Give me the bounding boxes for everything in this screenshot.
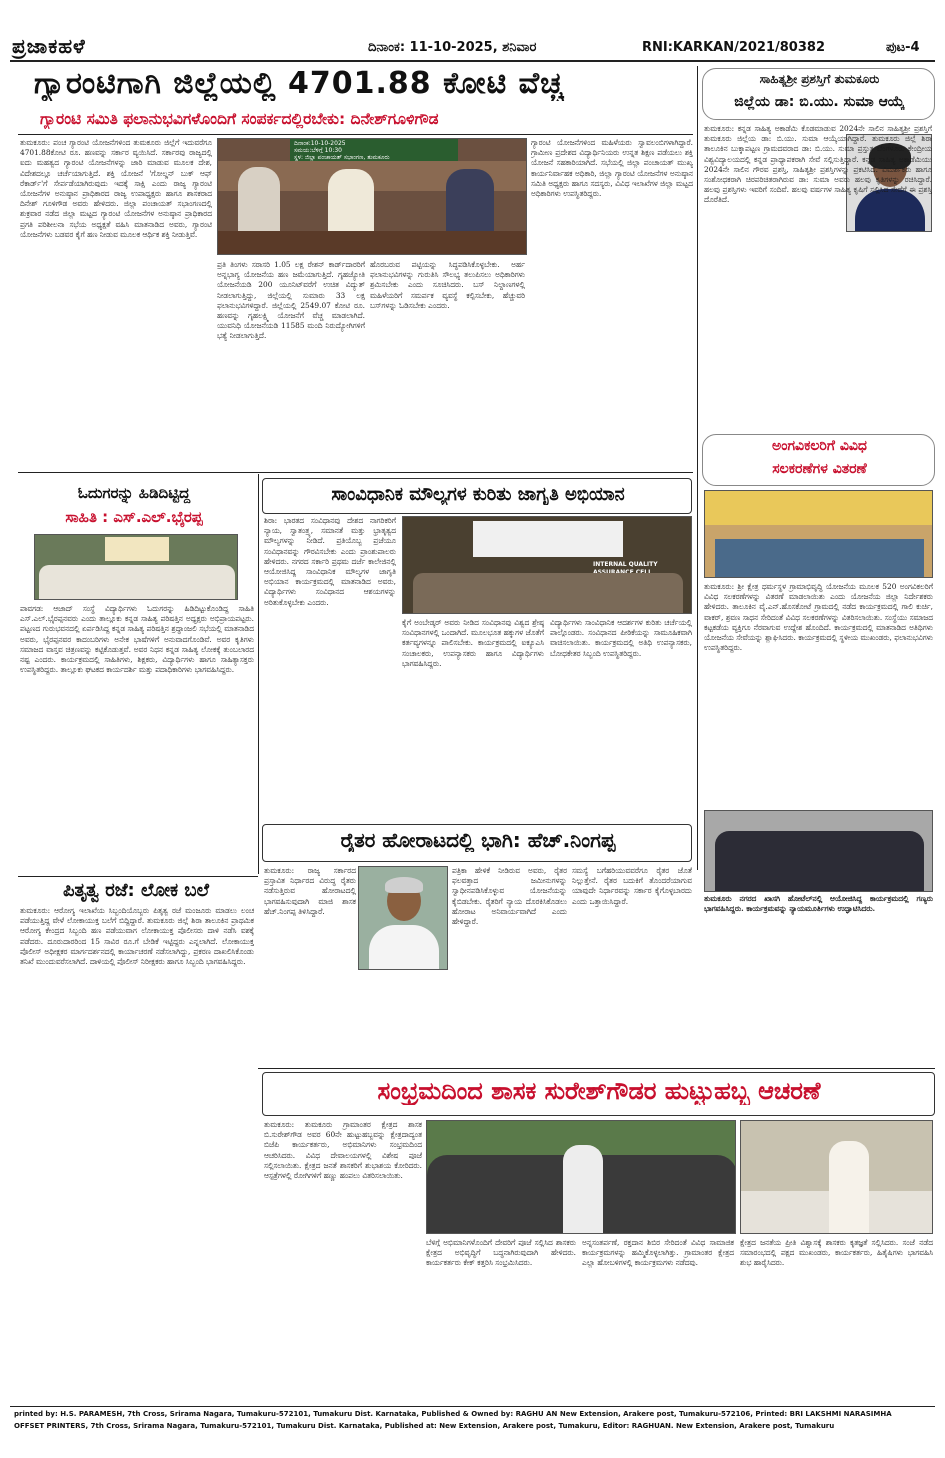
date-line: ದಿನಾಂಕ: 11-10-2025, ಶನಿವಾರ — [368, 40, 537, 55]
stage-banner — [290, 139, 458, 161]
disabled-aids-headline-line-2: ಸಲಕರಣೆಗಳ ವಿತರಣೆ — [772, 461, 867, 477]
sumaa-headline-line-2: ಜಿಲ್ಲೆಯ ಡಾ: ಬಿ.ಯು. ಸುಮಾ ಆಯ್ಕೆ — [734, 94, 905, 110]
paternity-leave-headline: ಪಿತೃತ್ವ ರಜೆ: ಲೋಕ ಬಲೆ — [62, 880, 209, 901]
lead-sub-rule — [18, 134, 693, 135]
tribute-banner — [105, 537, 169, 561]
lead-subheadline: ಗ್ಯಾರಂಟಿ ಸಮಿತಿ ಫಲಾನುಭವಿಗಳೊಂದಿಗೆ ಸಂಪರ್ಕದಲ್ಲಿರಬೇಕು: ದಿನೇಶ್‌ಗೂಳಿಗೌಡ — [40, 110, 439, 128]
birthday-headline: ಸಂಭ್ರಮದಿಂದ ಶಾಸಕ ಸುರೇಶ್‌ಗೌಡರ ಹುಟ್ಟುಹಬ್ಬ ಆಚರಣೆ — [377, 1077, 821, 1105]
ningappa-shirt — [369, 925, 439, 970]
imprint-line-2: OFFSET PRINTERS, 7th Cross, Srirama Nagara, Tumakuru-572101, Tumakuru Dist. Karnataka, Published at: New Extension, Arakere post, Tumakuru, Editor: RAGHUAN. New Extension, Arakere post, Tumakuru — [14, 1422, 835, 1430]
lead-bottom-rule — [18, 472, 693, 473]
iqac-banner-text: INTERNAL QUALITY — [593, 561, 658, 568]
program-banner — [473, 521, 623, 557]
dignitaries-group — [715, 831, 924, 892]
birthday-col-1: ತುಮಕೂರು: ತುಮಕೂರು ಗ್ರಾಮಾಂತರ ಕ್ಷೇತ್ರದ ಶಾಸಕ ಬಿ.ಸುರೇಶ್‌ಗೌಡ ಅವರ 60ನೇ ಹುಟ್ಟುಹಬ್ಬವನ್ನು ಕ್ಷೇತ್ರದಾದ್ಯಂತ ಬಿಜೆಪಿ ಕಾರ್ಯಕರ್ತರು, ಅಭಿಮಾನಿಗಳು ಸಂಭ್ರಮದಿಂದ ಆಚರಿಸಿದರು. ವಿವಿಧ ದೇವಾಲಯಗಳಲ್ಲಿ ವಿಶೇಷ ಪೂಜೆ ಸಲ್ಲಿಸಲಾಯಿತು. ಕ್ಷೇತ್ರದ ಜನತೆ ಶಾಸಕರಿಗೆ ಶುಭಾಶಯ ಕೋರಿದರು. ಆಸ್ಪತ್ರೆಗಳಲ್ಲಿ ರೋಗಿಗಳಿಗೆ ಹಣ್ಣು ಹಂಪಲು ವಿತರಿಸಲಾಯಿತು. — [264, 1120, 422, 1181]
farmer-headline: ರೈತರ ಹೋರಾಟದಲ್ಲಿ ಭಾಗಿ: ಹೆಚ್.ನಿಂಗಪ್ಪ — [340, 828, 616, 852]
constitution-headline: ಸಾಂವಿಧಾನಿಕ ಮೌಲ್ಯಗಳ ಕುರಿತು ಜಾಗೃತಿ ಅಭಿಯಾನ — [331, 484, 625, 505]
footer-rule — [10, 1406, 935, 1407]
masthead — [0, 0, 945, 66]
left-column-rule — [258, 474, 259, 874]
lead-headline: ಗ್ಯಾರಂಟಿಗಾಗಿ ಜಿಲ್ಲೆಯಲ್ಲಿ 4701.88 ಕೋಟಿ ವೆಚ್ಚ — [34, 66, 565, 101]
dignitaries-caption: ತುಮಕೂರು ನಗರದ ಖಾಸಗಿ ಹೋಟೆಲ್‌ನಲ್ಲಿ ಆಯೋಜಿಸಿದ್ದ ಕಾರ್ಯಕ್ರಮದಲ್ಲಿ ಗಣ್ಯರು ಭಾಗವಹಿಸಿದ್ದರು. ಕಾರ್ಯಕ್ರಮವನ್ನು ನ್ಯಾಯಮೂರ್ತಿಗಳು ಉದ್ಘಾಟಿಸಿದರು. — [704, 894, 933, 914]
bhyrappa-body: ಪಾವಗಡ: ಆಜಾದ್ ಸಂಸ್ಥೆ ವಿದ್ಯಾರ್ಥಿಗಳು ಓದುಗರನ್ನು ಹಿಡಿದಿಟ್ಟುಕೊಂಡಿದ್ದ ಸಾಹಿತಿ ಎಸ್.ಎಲ್.ಭೈರಪ್ಪನವರು ಎಂದು ತಾಲ್ಲೂಕು ಕನ್ನಡ ಸಾಹಿತ್ಯ ಪರಿಷತ್ತಿನ ಅಧ್ಯಕ್ಷರು ಅಭಿಪ್ರಾಯಪಟ್ಟರು. ಪಟ್ಟಣದ ಗುರುಭವನದಲ್ಲಿ ಏರ್ಪಡಿಸಿದ್ದ ಕನ್ನಡ ಸಾಹಿತ್ಯ ಪರಿಷತ್ತಿನ ಶ್ರದ್ಧಾಂಜಲಿ ಸಭೆಯಲ್ಲಿ ಮಾತನಾಡಿದ ಅವರು, ಭೈರಪ್ಪನವರ ಕಾದಂಬರಿಗಳು ಅನೇಕ ಭಾಷೆಗಳಿಗೆ ಅನುವಾದಗೊಂಡಿವೆ. ಅವರ ಕೃತಿಗಳು ಸಮಾಜದ ವಾಸ್ತವ ಚಿತ್ರಣವನ್ನು ಕಟ್ಟಿಕೊಡುತ್ತವೆ. ಅವರ ನಿಧನ ಕನ್ನಡ ಸಾಹಿತ್ಯ ಲೋಕಕ್ಕೆ ತುಂಬಲಾರದ ನಷ್ಟ ಎಂದರು. ಕಾರ್ಯಕ್ರಮದಲ್ಲಿ ಸಾಹಿತಿಗಳು, ಶಿಕ್ಷಕರು, ವಿದ್ಯಾರ್ಥಿಗಳು ಹಾಗೂ ಸಾಹಿತ್ಯಾಸಕ್ತರು ಉಪಸ್ಥಿತರಿದ್ದರು. ತಾಲ್ಲೂಕು ಘಟಕದ ಕಾರ್ಯದರ್ಶಿ ಮತ್ತು ಪದಾಧಿಕಾರಿಗಳು ಭಾಗವಹಿಸಿದ್ದರು. — [20, 604, 254, 675]
sumaa-headline-line-1: ಸಾಹಿತ್ಯಶ್ರೀ ಪ್ರಶಸ್ತಿಗೆ ತುಮಕೂರು — [759, 72, 880, 86]
right-column-rule — [697, 66, 698, 870]
imprint-line-1: printed by: H.S. PARAMESH, 7th Cross, Srirama Nagara, Tumakuru-572101, Tumakuru Dist. Karnataka, Published & Owned by: RAGHU AN New Extension, Arakere post, Tumakuru-572106, Printed: BRI LAKSHMI NARASIMHA — [14, 1410, 892, 1418]
mla-figure — [563, 1145, 603, 1234]
disabled-aids-headline-line-1: ಅಂಗವಿಕಲರಿಗೆ ವಿವಿಧ — [772, 438, 867, 454]
sumaa-body: ತುಮಕೂರು: ಕನ್ನಡ ಸಾಹಿತ್ಯ ಅಕಾಡೆಮಿ ಕೊಡಮಾಡುವ 2024ನೇ ಸಾಲಿನ ಸಾಹಿತ್ಯಶ್ರೀ ಪ್ರಶಸ್ತಿಗೆ ತುಮಕೂರು ಜಿಲ್ಲೆಯ ಡಾ: ಬಿ.ಯು. ಸುಮಾ ಆಯ್ಕೆಯಾಗಿದ್ದಾರೆ. ತುಮಕೂರು ಜಿಲ್ಲೆ ಶಿರಾ ತಾಲೂಕಿನ ಬುಕ್ಕಾಪಟ್ಟಣ ಗ್ರಾಮದವರಾದ ಡಾ: ಬಿ.ಯು. ಸುಮಾ ಪ್ರಸ್ತುತ ಬೆಂಗಳೂರು ಕೇಂದ್ರೀಯ ವಿಶ್ವವಿದ್ಯಾಲಯದಲ್ಲಿ ಕನ್ನಡ ಪ್ರಾಧ್ಯಾಪಕರಾಗಿ ಸೇವೆ ಸಲ್ಲಿಸುತ್ತಿದ್ದಾರೆ. ಕನ್ನಡ ಸಾಹಿತ್ಯ ಅಕಾಡೆಮಿಯು 2024ನೇ ಸಾಲಿನ ಗೌರವ ಪ್ರಶಸ್ತಿ, ಸಾಹಿತ್ಯಶ್ರೀ ಪ್ರಶಸ್ತಿಗಳನ್ನು ಪ್ರಕಟಿಸಿದೆ. ವಿಮರ್ಶಕರು ಹಾಗೂ ಸಂಶೋಧಕರಾಗಿ ಚಿರಪರಿಚಿತರಾಗಿರುವ ಡಾ: ಸುಮಾ ಅವರು ಹಲವು ಕೃತಿಗಳನ್ನು ರಚಿಸಿದ್ದಾರೆ. ಹಲವು ಪ್ರಶಸ್ತಿಗಳು ಇವರಿಗೆ ಸಂದಿವೆ. ಹಲವು ವರ್ಷಗಳ ಸಾಹಿತ್ಯ ಕೃಷಿಗೆ ಸಲ್ಲಿಸಿದ ಸೇವೆಗೆ ಈ ಪ್ರಶಸ್ತಿ ದೊರೆತಿದೆ. — [704, 124, 932, 205]
birthday-top-rule — [258, 1068, 935, 1069]
constitution-col-1: ಶಿರಾ: ಭಾರತದ ಸಂವಿಧಾನವು ದೇಶದ ನಾಗರಿಕರಿಗೆ ನ್ಯಾಯ, ಸ್ವಾತಂತ್ರ್ಯ, ಸಮಾನತೆ ಮತ್ತು ಭ್ರಾತೃತ್ವದ ಮೌಲ್ಯಗಳನ್ನು ನೀಡಿದೆ. ಪ್ರತಿಯೊಬ್ಬ ಪ್ರಜೆಯೂ ಸಂವಿಧಾನವನ್ನು ಗೌರವಿಸಬೇಕು ಎಂದು ಪ್ರಾಂಶುಪಾಲರು ಹೇಳಿದರು. ನಗರದ ಸರ್ಕಾರಿ ಪ್ರಥಮ ದರ್ಜೆ ಕಾಲೇಜಿನಲ್ಲಿ ಆಯೋಜಿಸಿದ್ದ ಸಾಂವಿಧಾನಿಕ ಮೌಲ್ಯಗಳ ಜಾಗೃತಿ ಅಭಿಯಾನ ಕಾರ್ಯಕ್ರಮದಲ್ಲಿ ಮಾತನಾಡಿದ ಅವರು, ವಿದ್ಯಾರ್ಥಿಗಳು ಸಂವಿಧಾನದ ಆಶಯಗಳನ್ನು ಅರಿತುಕೊಳ್ಳಬೇಕು ಎಂದರು. — [264, 516, 396, 607]
hospital-visit-photo — [740, 1120, 933, 1234]
disabled-aids-body: ತುಮಕೂರು: ಶ್ರೀ ಕ್ಷೇತ್ರ ಧರ್ಮಸ್ಥಳ ಗ್ರಾಮಾಭಿವೃದ್ಧಿ ಯೋಜನೆಯ ಮೂಲಕ 520 ಅಂಗವಿಕಲರಿಗೆ ವಿವಿಧ ಸಲಕರಣೆಗಳನ್ನು ವಿತರಣೆ ಮಾಡಲಾಯಿತು ಎಂದು ಯೋಜನೆಯ ಜಿಲ್ಲಾ ನಿರ್ದೇಶಕರು ಹೇಳಿದರು. ತಾಲೂಕಿನ ವೈ.ಎನ್.ಹೊಸಕೋಟೆ ಗ್ರಾಮದಲ್ಲಿ ನಡೆದ ಕಾರ್ಯಕ್ರಮದಲ್ಲಿ ಗಾಲಿ ಕುರ್ಚಿ, ವಾಕರ್, ಶ್ರವಣ ಸಾಧನ ಸೇರಿದಂತೆ ವಿವಿಧ ಸಲಕರಣೆಗಳನ್ನು ವಿತರಿಸಲಾಯಿತು. ಸಂಸ್ಥೆಯು ಸಮಾಜದ ಕಟ್ಟಕಡೆಯ ವ್ಯಕ್ತಿಗೂ ನೆರವಾಗುವ ಉದ್ದೇಶ ಹೊಂದಿದೆ. ಕಾರ್ಯಕ್ರಮದಲ್ಲಿ ಮಾತನಾಡಿದ ಅತಿಥಿಗಳು ಯೋಜನೆಯ ಸೇವೆಯನ್ನು ಶ್ಲಾಘಿಸಿದರು. ಕಾರ್ಯಕ್ರಮದಲ್ಲಿ ಸ್ಥಳೀಯ ಮುಖಂಡರು, ಫಲಾನುಭವಿಗಳು ಉಪಸ್ಥಿತರಿದ್ದರು. — [704, 582, 933, 653]
rni-number: RNI:KARKAN/2021/80382 — [642, 40, 825, 55]
constitution-col-3: ವಿದ್ಯಾರ್ಥಿಗಳು ಸಾಂವಿಧಾನಿಕ ಆದರ್ಶಗಳ ಕುರಿತು ಚರ್ಚೆಯಲ್ಲಿ ಪಾಲ್ಗೊಂಡರು. ಸಂವಿಧಾನದ ಪೀಠಿಕೆಯನ್ನು ಸಾಮೂಹಿಕವಾಗಿ ವಾಚಿಸಲಾಯಿತು. ಕಾರ್ಯಕ್ರಮದಲ್ಲಿ ಅತಿಥಿ ಉಪನ್ಯಾಸಕರು, ಬೋಧಕೇತರ ಸಿಬ್ಬಂದಿ ಉಪಸ್ಥಿತರಿದ್ದರು. — [550, 618, 692, 658]
ningappa-portrait — [358, 866, 448, 970]
visitor-figure — [829, 1141, 869, 1234]
aids-distribution-photo — [704, 490, 933, 578]
farmer-col-3: ಸಮಸ್ಯೆ ಬಗೆಹರಿಯುವವರೆಗೂ ರೈತರ ಜೊತೆ ನಿಲ್ಲುತ್ತೇನೆ. ರೈತರ ಬದುಕಿಗೆ ತೊಂದರೆಯಾಗುವ ಯಾವುದೇ ನಿರ್ಧಾರವನ್ನು ಸರ್ಕಾರ ಕೈಗೊಳ್ಳಬಾರದು ಎಂದು ಒತ್ತಾಯಿಸಿದ್ದಾರೆ. — [572, 866, 692, 906]
page-label: ಪುಟ-4 — [886, 40, 920, 55]
paper-name: ಪ್ರಜಾಕಹಳೆ — [12, 34, 86, 58]
farmer-col-2: ಪತ್ರಿಕಾ ಹೇಳಿಕೆ ನೀಡಿರುವ ಅವರು, ರೈತರ ಫಲವತ್ತಾದ ಜಮೀನುಗಳನ್ನು ಸ್ವಾಧೀನಪಡಿಸಿಕೊಳ್ಳುವ ಯೋಜನೆಯನ್ನು ಕೈಬಿಡಬೇಕು. ರೈತರಿಗೆ ನ್ಯಾಯ ದೊರಕಿಸಿಕೊಡಲು ಹೋರಾಟ ಅನಿವಾರ್ಯವಾಗಿದೆ ಎಂದು ಹೇಳಿದ್ದಾರೆ. — [452, 866, 567, 927]
masthead-rule — [10, 60, 935, 62]
birthday-col-2: ಬೆಳಿಗ್ಗೆ ಅಭಿಮಾನಿಗಳೊಂದಿಗೆ ದೇವರಿಗೆ ಪೂಜೆ ಸಲ್ಲಿಸಿದ ಶಾಸಕರು ಕ್ಷೇತ್ರದ ಅಭಿವೃದ್ಧಿಗೆ ಬದ್ಧನಾಗಿರುವುದಾಗಿ ಹೇಳಿದರು. ಕಾರ್ಯಕರ್ತರು ಕೇಕ್ ಕತ್ತರಿಸಿ ಸಂಭ್ರಮಿಸಿದರು. — [426, 1238, 576, 1268]
constitution-col-2: ಕೈಗೆ ಅಂಬೇಡ್ಕರ್ ಅವರು ನೀಡಿದ ಸಂವಿಧಾನವು ವಿಶ್ವದ ಶ್ರೇಷ್ಠ ಸಂವಿಧಾನಗಳಲ್ಲಿ ಒಂದಾಗಿದೆ. ಮೂಲಭೂತ ಹಕ್ಕುಗಳ ಜೊತೆಗೆ ಕರ್ತವ್ಯಗಳನ್ನೂ ಪಾಲಿಸಬೇಕು. ಕಾರ್ಯಕ್ರಮದಲ್ಲಿ ಐಕ್ಯೂಎಸಿ ಸಂಚಾಲಕರು, ಉಪನ್ಯಾಸಕರು ಹಾಗೂ ವಿದ್ಯಾರ್ಥಿಗಳು ಭಾಗವಹಿಸಿದ್ದರು. — [402, 618, 544, 668]
stage-guests — [413, 573, 683, 614]
farmer-col-1: ತುಮಕೂರು: ರಾಜ್ಯ ಸರ್ಕಾರದ ಪ್ರಸ್ತಾವಿತ ನಿರ್ಧಾರದ ವಿರುದ್ಧ ರೈತರು ನಡೆಸುತ್ತಿರುವ ಹೋರಾಟದಲ್ಲಿ ಭಾಗವಹಿಸುವುದಾಗಿ ಮಾಜಿ ಶಾಸಕ ಹೆಚ್.ನಿಂಗಪ್ಪ ತಿಳಿಸಿದ್ದಾರೆ. — [264, 866, 356, 916]
bhyrappa-headline-line-2: ಸಾಹಿತಿ : ಎಸ್.ಎಲ್.ಭೈರಪ್ಪ — [65, 508, 203, 526]
tribute-attendees — [39, 565, 235, 600]
banner-date: ದಿನಾಂಕ:10-10-2025 — [294, 140, 346, 147]
banner-time: ಸಮಯ:ಬೆಳಿಗ್ಗೆ 10:30 — [294, 147, 342, 154]
dignitaries-photo — [704, 810, 933, 892]
birthday-col-3: ಅನ್ನಸಂತರ್ಪಣೆ, ರಕ್ತದಾನ ಶಿಬಿರ ಸೇರಿದಂತೆ ವಿವಿಧ ಸಾಮಾಜಿಕ ಕಾರ್ಯಕ್ರಮಗಳನ್ನು ಹಮ್ಮಿಕೊಳ್ಳಲಾಗಿತ್ತು. ಗ್ರಾಮಾಂತರ ಕ್ಷೇತ್ರದ ಎಲ್ಲಾ ಹೋಬಳಿಗಳಲ್ಲಿ ಕಾರ್ಯಕ್ರಮಗಳು ನಡೆದವು. — [582, 1238, 734, 1268]
ningappa-hair — [385, 877, 423, 893]
lead-col-1: ತುಮಕೂರು: ಪಂಚ ಗ್ಯಾರಂಟಿ ಯೋಜನೆಗಳಿಂದ ತುಮಕೂರು ಜಿಲ್ಲೆಗೆ ಇದುವರೆಗೂ 4701.88ಕೋಟಿ ರೂ. ಹಣವನ್ನು ಸರ್ಕಾರ ವ್ಯಯಿಸಿದೆ. ಸರ್ಕಾರವು ರಾಜ್ಯದಲ್ಲಿ ಐದು ಮಹತ್ವದ ಗ್ಯಾರಂಟಿ ಯೋಜನೆಗಳನ್ನು ಜಾರಿ ಮಾಡುವ ಮೂಲಕ ದೇಶ, ವಿದೇಶದಲ್ಲೂ ಚರ್ಚೆಯಾಗುತ್ತಿದೆ. ಶಕ್ತಿ ಯೋಜನೆ 'ಗೋಲ್ಡನ್ ಬುಕ್ ಆಫ್ ರೆಕಾರ್ಡ್'ಗೆ ಸೇರ್ಪಡೆಯಾಗಿರುವುದು ಇದಕ್ಕೆ ಸಾಕ್ಷಿ ಎಂದು ರಾಜ್ಯ ಗ್ಯಾರಂಟಿ ಯೋಜನೆಗಳ ಅನುಷ್ಠಾನ ಪ್ರಾಧಿಕಾರದ ರಾಜ್ಯ ಉಪಾಧ್ಯಕ್ಷರು ಹಾಗೂ ಶಾಸಕರಾದ ದಿನೇಶ್ ಗೂಳಿಗೌಡ ಅವರು ಹೇಳಿದರು. ಜಿಲ್ಲಾ ಪಂಚಾಯತ್ ಸಭಾಂಗಣದಲ್ಲಿ ಶುಕ್ರವಾರ ನಡೆದ ಜಿಲ್ಲಾ ಮಟ್ಟದ ಗ್ಯಾರಂಟಿ ಯೋಜನೆಗಳ ಅನುಷ್ಠಾನ ಪ್ರಾಧಿಕಾರದ ಪ್ರಗತಿ ಪರಿಶೀಲನಾ ಸಭೆಯ ಅಧ್ಯಕ್ಷತೆ ವಹಿಸಿ ಮಾತನಾಡಿದ ಅವರು, ಗ್ಯಾರಂಟಿ ಯೋಜನೆಗಳು ಬಡವರ ಕೈಗೆ ಹಣ ನೀಡುವ ಮೂಲಕ ಆರ್ಥಿಕ ಶಕ್ತಿ ನೀಡುತ್ತಿವೆ. — [20, 138, 212, 239]
tribute-meeting-photo — [34, 534, 238, 600]
awareness-program-photo — [402, 516, 692, 614]
bhyrappa-headline-line-1: ಓದುಗರನ್ನು ಹಿಡಿದಿಟ್ಟಿದ್ದ — [77, 484, 191, 502]
lead-col-2: ಪ್ರತಿ ತಿಂಗಳು ಸರಾಸರಿ 1.05 ಲಕ್ಷ ರೇಶನ್ ಕಾರ್ಡ್‌ದಾರರಿಗೆ ಅನ್ನಭಾಗ್ಯ ಯೋಜನೆಯ ಹಣ ಜಮೆಯಾಗುತ್ತಿದೆ. ಗೃಹಜ್ಯೋತಿ ಯೋಜನೆಯಡಿ 200 ಯೂನಿಟ್‌ವರೆಗೆ ಉಚಿತ ವಿದ್ಯುತ್ ನೀಡಲಾಗುತ್ತಿದ್ದು, ಜಿಲ್ಲೆಯಲ್ಲಿ ಸುಮಾರು 33 ಲಕ್ಷ ಫಲಾನುಭವಿಗಳಿದ್ದಾರೆ. ಜಿಲ್ಲೆಯಲ್ಲಿ 2549.07 ಕೋಟಿ ರೂ. ಹಣವನ್ನು ಗೃಹಲಕ್ಷ್ಮಿ ಯೋಜನೆಗೆ ವೆಚ್ಚ ಮಾಡಲಾಗಿದೆ. ಯುವನಿಧಿ ಯೋಜನೆಯಡಿ 11585 ಮಂದಿ ನಿರುದ್ಯೋಗಿಗಳಿಗೆ ಭತ್ಯೆ ನೀಡಲಾಗುತ್ತಿದೆ. — [217, 260, 365, 341]
banner-venue: ಸ್ಥಳ: ಜಿಲ್ಲಾ ಪಂಚಾಯತ್ ಸಭಾಂಗಣ, ತುಮಕೂರು — [294, 154, 390, 161]
wheelchair-row — [715, 539, 924, 578]
lead-col-4: ಗ್ಯಾರಂಟಿ ಯೋಜನೆಗಳಿಂದ ಮಹಿಳೆಯರು ಸ್ವಾವಲಂಬಿಗಳಾಗಿದ್ದಾರೆ. ಗ್ರಾಮೀಣ ಪ್ರದೇಶದ ವಿದ್ಯಾರ್ಥಿನಿಯರು ಉನ್ನತ ಶಿಕ್ಷಣ ಪಡೆಯಲು ಶಕ್ತಿ ಯೋಜನೆ ಸಹಕಾರಿಯಾಗಿದೆ. ಸಭೆಯಲ್ಲಿ ಜಿಲ್ಲಾ ಪಂಚಾಯತ್ ಮುಖ್ಯ ಕಾರ್ಯನಿರ್ವಾಹಕ ಅಧಿಕಾರಿ, ಜಿಲ್ಲಾ ಗ್ಯಾರಂಟಿ ಯೋಜನೆಗಳ ಅನುಷ್ಠಾನ ಸಮಿತಿ ಅಧ್ಯಕ್ಷರು ಹಾಗೂ ಸದಸ್ಯರು, ವಿವಿಧ ಇಲಾಖೆಗಳ ಜಿಲ್ಲಾ ಮಟ್ಟದ ಅಧಿಕಾರಿಗಳು ಉಪಸ್ಥಿತರಿದ್ದರು. — [531, 138, 693, 199]
birthday-col-4: ಕ್ಷೇತ್ರದ ಜನತೆಯ ಪ್ರೀತಿ ವಿಶ್ವಾಸಕ್ಕೆ ಶಾಸಕರು ಕೃತಜ್ಞತೆ ಸಲ್ಲಿಸಿದರು. ಸಂಜೆ ನಡೆದ ಸಮಾರಂಭದಲ್ಲಿ ಪಕ್ಷದ ಮುಖಂಡರು, ಕಾರ್ಯಕರ್ತರು, ಹಿತೈಷಿಗಳು ಭಾಗವಹಿಸಿ ಶುಭ ಹಾರೈಸಿದರು. — [740, 1238, 933, 1268]
dais-table — [218, 231, 527, 255]
paternity-leave-body: ತುಮಕೂರು: ಆರೋಗ್ಯ ಇಲಾಖೆಯ ಸಿಬ್ಬಂದಿಯೊಬ್ಬರು ಪಿತೃತ್ವ ರಜೆ ಮಂಜೂರು ಮಾಡಲು ಲಂಚ ಪಡೆಯುತ್ತಿದ್ದ ವೇಳೆ ಲೋಕಾಯುಕ್ತ ಬಲೆಗೆ ಬಿದ್ದಿದ್ದಾರೆ. ತುಮಕೂರು ಜಿಲ್ಲೆ ಶಿರಾ ತಾಲೂಕಿನ ಪ್ರಾಥಮಿಕ ಆರೋಗ್ಯ ಕೇಂದ್ರದ ಸಿಬ್ಬಂದಿ ಹಣ ಪಡೆಯುವಾಗ ಲೋಕಾಯುಕ್ತ ಪೊಲೀಸರು ದಾಳಿ ನಡೆಸಿ ವಶಕ್ಕೆ ಪಡೆದರು. ದೂರುದಾರರಿಂದ 15 ಸಾವಿರ ರೂ.ಗೆ ಬೇಡಿಕೆ ಇಟ್ಟಿದ್ದರು ಎನ್ನಲಾಗಿದೆ. ಲೋಕಾಯುಕ್ತ ಪೊಲೀಸ್ ಅಧೀಕ್ಷಕರ ಮಾರ್ಗದರ್ಶನದಲ್ಲಿ ಕಾರ್ಯಾಚರಣೆ ನಡೆಸಲಾಗಿದ್ದು, ಪ್ರಕರಣ ದಾಖಲಿಸಿಕೊಂಡು ತನಿಖೆ ಮುಂದುವರೆಸಲಾಗಿದೆ. ದಾಳಿಯಲ್ಲಿ ಪೊಲೀಸ್ ನಿರೀಕ್ಷಕರು ಹಾಗೂ ಸಿಬ್ಬಂದಿ ಭಾಗವಹಿಸಿದ್ದರು. — [20, 906, 254, 967]
lead-col-3: ಹೊರಬರುವ ಪಟ್ಟಿಯನ್ನು ಸಿದ್ಧಪಡಿಸಿಕೊಳ್ಳಬೇಕು. ಅರ್ಹ ಫಲಾನುಭವಿಗಳನ್ನು ಗುರುತಿಸಿ ಸೌಲಭ್ಯ ತಲುಪಿಸಲು ಅಧಿಕಾರಿಗಳು ಶ್ರಮಿಸಬೇಕು ಎಂದು ಸೂಚಿಸಿದರು. ಬಸ್ ನಿಲ್ದಾಣಗಳಲ್ಲಿ ಮಹಿಳೆಯರಿಗೆ ಸಮರ್ಪಕ ವ್ಯವಸ್ಥೆ ಕಲ್ಪಿಸಬೇಕು, ಹೆಚ್ಚುವರಿ ಬಸ್‌ಗಳನ್ನು ಓಡಿಸಬೇಕು ಎಂದರು. — [370, 260, 525, 310]
left-mid-bottom-rule — [18, 876, 258, 877]
event-backdrop — [705, 491, 933, 525]
birthday-crowd-photo — [426, 1120, 736, 1234]
lead-meeting-photo — [217, 138, 527, 255]
